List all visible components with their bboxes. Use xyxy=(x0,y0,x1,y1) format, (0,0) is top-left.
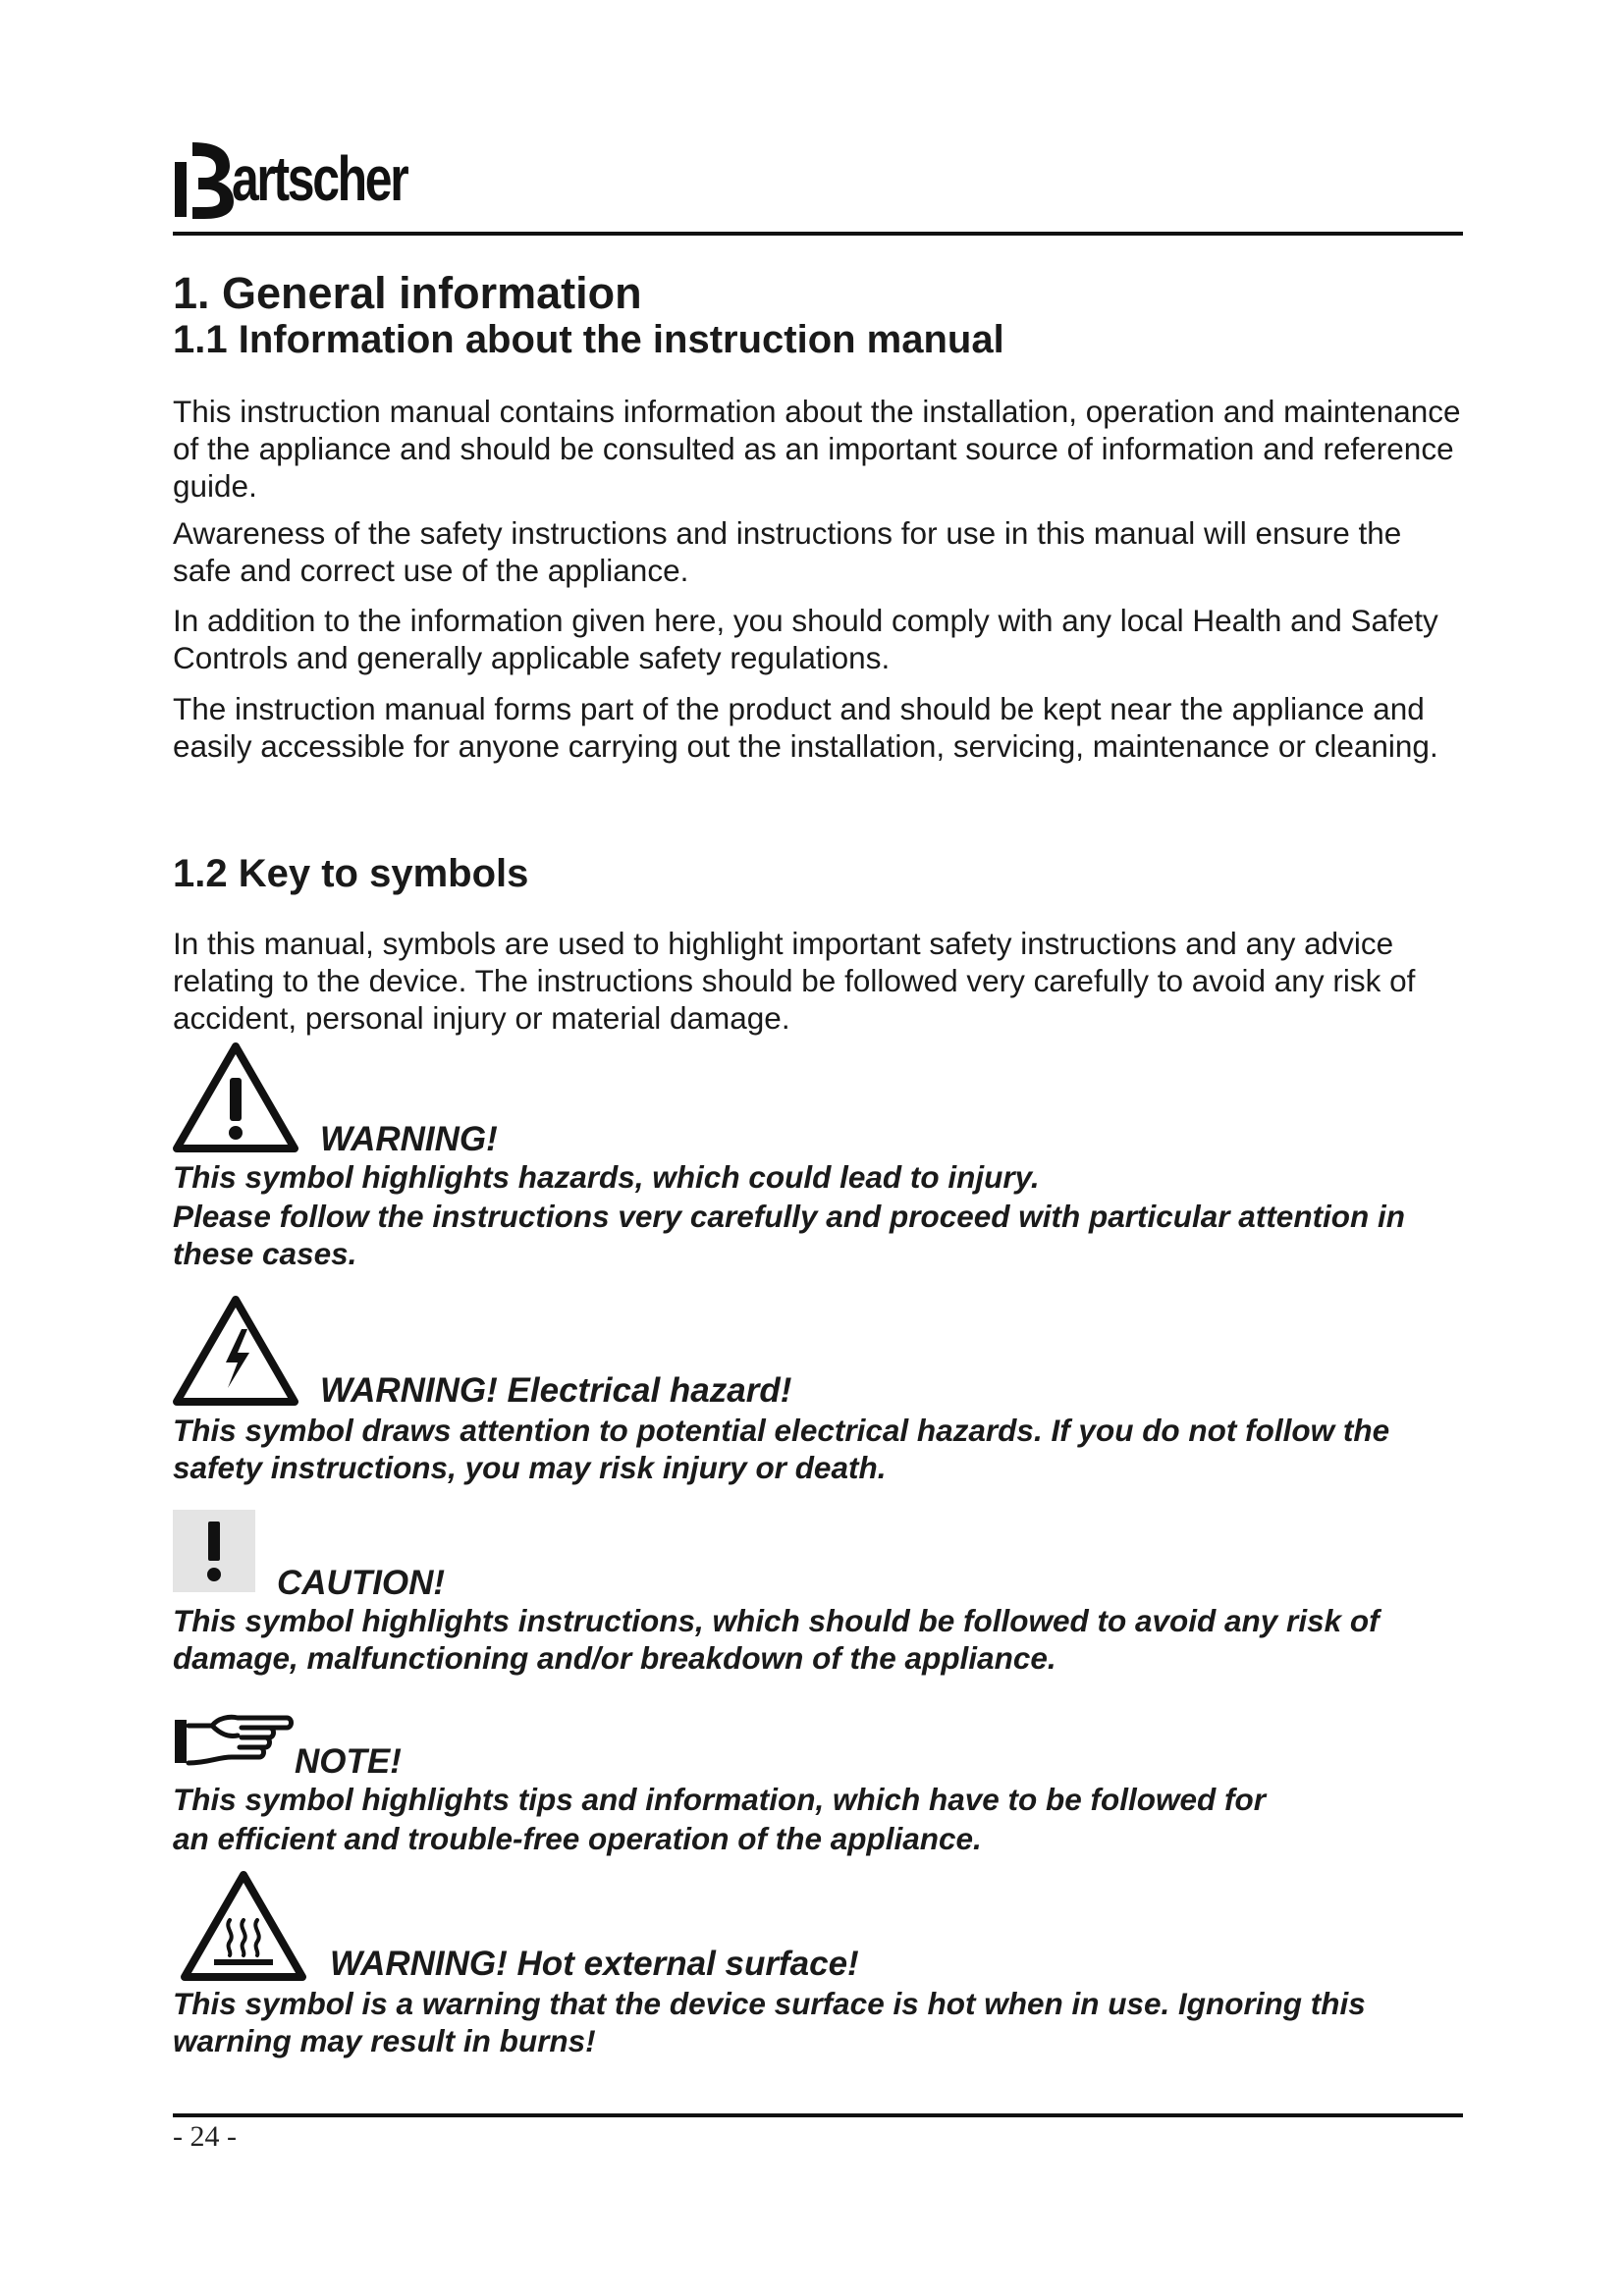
paragraph-manual-storage: The instruction manual forms part of the product and should be kept near the appliance and easily accessible for anyone carrying out the installation, servicing, maintenance or cleaning. xyxy=(173,691,1438,764)
symbol-desc-warning-line2: Please follow the instructions very carefully and proceed with particular attention in these cases. xyxy=(173,1199,1406,1271)
symbol-desc-warning-line1: This symbol highlights hazards, which could lead to injury. xyxy=(173,1159,1040,1195)
symbol-desc-hot-surface: This symbol is a warning that the device surface is hot when in use. Ignoring this warning may result in burns! xyxy=(173,1986,1366,2058)
document-page xyxy=(173,0,1463,2296)
subsection-title-symbols: 1.2 Key to symbols xyxy=(173,852,529,895)
symbol-title-caution: CAUTION! xyxy=(277,1564,446,1602)
caution-exclamation-icon xyxy=(173,1510,255,1592)
bartscher-logo-mark-icon xyxy=(175,134,236,223)
section-title: 1. General information xyxy=(173,268,642,318)
page-number: - 24 - xyxy=(173,2120,237,2153)
paragraph-local-regulations: In addition to the information given here, you should comply with any local Health and Safety Controls and generally applicable safety regulations. xyxy=(173,603,1438,675)
paragraph-safety-awareness: Awareness of the safety instructions and instructions for use in this manual will ensure the safe and correct use of the appliance. xyxy=(173,515,1402,588)
hot-surface-icon xyxy=(181,1869,306,1983)
symbol-desc-note-line2: an efficient and trouble-free operation of the appliance. xyxy=(173,1821,982,1856)
symbol-desc-electrical: This symbol draws attention to potential electrical hazards. If you do not follow the safety instructions, you may risk injury or death. xyxy=(173,1413,1390,1485)
warning-triangle-icon xyxy=(173,1041,298,1154)
logo-wordmark: artscher xyxy=(232,143,407,214)
note-hand-icon xyxy=(173,1712,295,1771)
symbol-title-electrical: WARNING! Electrical hazard! xyxy=(320,1371,792,1410)
footer-divider xyxy=(173,2113,1463,2117)
subsection-title-manual-info: 1.1 Information about the instruction manual xyxy=(173,318,1004,361)
symbol-title-note: NOTE! xyxy=(295,1742,402,1781)
header-divider xyxy=(173,232,1463,236)
electrical-hazard-icon xyxy=(173,1294,298,1408)
paragraph-symbols-intro: In this manual, symbols are used to highlight important safety instructions and any advice relating to the device. The instructions should be followed very carefully to avoid any risk of accident, personal injury or material damage. xyxy=(173,926,1416,1036)
symbol-title-hot-surface: WARNING! Hot external surface! xyxy=(330,1945,859,1983)
bartscher-logo xyxy=(175,130,457,228)
symbol-desc-note-line1: This symbol highlights tips and information, which have to be followed for xyxy=(173,1782,1267,1817)
symbol-title-warning: WARNING! xyxy=(320,1120,498,1158)
paragraph-manual-contents: This instruction manual contains information about the installation, operation and maintenance of the appliance and should be consulted as an important source of information and reference guide. xyxy=(173,394,1461,504)
symbol-desc-caution: This symbol highlights instructions, which should be followed to avoid any risk of damage, malfunctioning and/or breakdown of the appliance. xyxy=(173,1603,1380,1676)
